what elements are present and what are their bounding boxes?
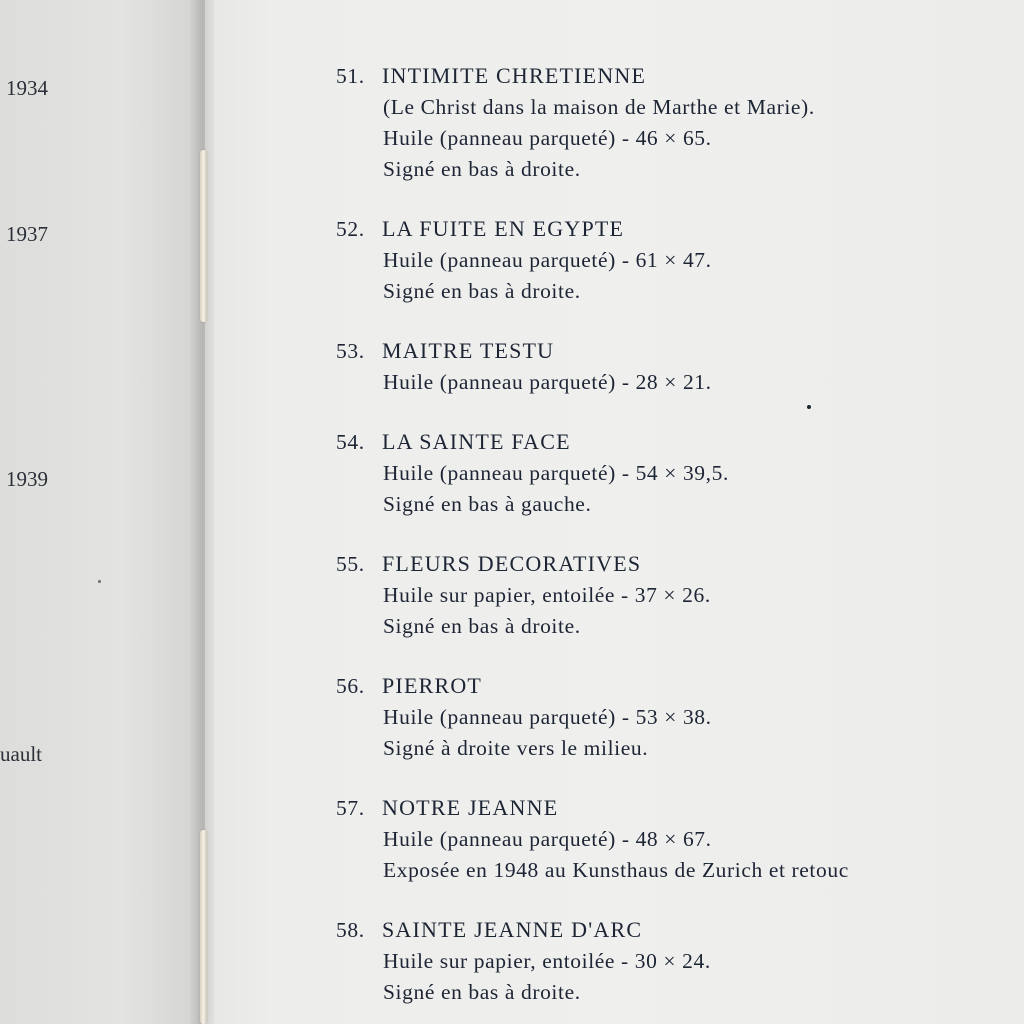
catalogue-entry-54 [336, 426, 1024, 520]
entry-heading [336, 792, 1024, 824]
entry-title: MAITRE TESTU [382, 338, 555, 363]
entry-medium: Huile (panneau parqueté) - 48 × 67. [383, 827, 712, 851]
entry-medium: Huile (panneau parqueté) - 28 × 21. [383, 370, 712, 394]
entry-title: INTIMITE CHRETIENNE [382, 63, 647, 88]
left-year-1937: 1937 [6, 222, 48, 246]
entry-medium: Huile (panneau parqueté) - 53 × 38. [383, 705, 712, 729]
entry-heading [336, 60, 1024, 92]
catalogue-entry-58 [336, 914, 1024, 1008]
entry-number: 58. [336, 918, 365, 942]
entry-signature: Signé en bas à droite. [383, 614, 581, 638]
entry-signature: Signé en bas à gauche. [383, 492, 592, 516]
entry-title: LA SAINTE FACE [382, 429, 571, 454]
entry-medium: Huile sur papier, entoilée - 30 × 24. [383, 949, 711, 973]
entry-number: 54. [336, 430, 365, 454]
entry-heading [336, 213, 1024, 245]
catalogue-entry-51 [336, 60, 1024, 185]
entry-signature: Signé en bas à droite. [383, 157, 581, 181]
entry-heading [336, 914, 1024, 946]
entry-heading [336, 548, 1024, 580]
catalogue-entry-53 [336, 335, 1024, 398]
left-page [0, 0, 205, 1024]
entry-medium: Huile (panneau parqueté) - 54 × 39,5. [383, 461, 729, 485]
binding-stitch-upper [200, 150, 207, 322]
entry-title: LA FUITE EN EGYPTE [382, 216, 625, 241]
entry-signature: Signé en bas à droite. [383, 279, 581, 303]
entry-number: 57. [336, 796, 365, 820]
entry-signature: Signé en bas à droite. [383, 980, 581, 1004]
binding-stitch-lower [200, 830, 207, 1024]
entry-subtitle: (Le Christ dans la maison de Marthe et Marie). [383, 95, 815, 119]
paper-speck [98, 580, 101, 583]
entry-heading [336, 426, 1024, 458]
catalogue-entry-55 [336, 548, 1024, 642]
entry-title: FLEURS DECORATIVES [382, 551, 642, 576]
entry-number: 53. [336, 339, 365, 363]
entry-exhibition-note: Exposée en 1948 au Kunsthaus de Zurich et retouc [383, 858, 849, 882]
entry-title: SAINTE JEANNE D'ARC [382, 917, 643, 942]
catalogue-entry-56 [336, 670, 1024, 764]
entry-number: 56. [336, 674, 365, 698]
left-year-1939: 1939 [6, 467, 48, 491]
entry-medium: Huile sur papier, entoilée - 37 × 26. [383, 583, 711, 607]
catalogue-entry-52 [336, 213, 1024, 307]
catalogue-entry-57 [336, 792, 1024, 886]
entry-heading [336, 335, 1024, 367]
entry-medium: Huile (panneau parqueté) - 46 × 65. [383, 126, 712, 150]
entry-medium: Huile (panneau parqueté) - 61 × 47. [383, 248, 712, 272]
entry-title: NOTRE JEANNE [382, 795, 559, 820]
entry-title: PIERROT [382, 673, 483, 698]
entry-number: 52. [336, 217, 365, 241]
entry-number: 51. [336, 64, 365, 88]
left-text-fragment: uault [0, 742, 42, 766]
entry-number: 55. [336, 552, 365, 576]
ink-dot-mark [807, 405, 811, 409]
left-year-1934: 1934 [6, 76, 48, 100]
entry-signature: Signé à droite vers le milieu. [383, 736, 649, 760]
catalogue-list [336, 60, 1024, 1024]
entry-heading [336, 670, 1024, 702]
